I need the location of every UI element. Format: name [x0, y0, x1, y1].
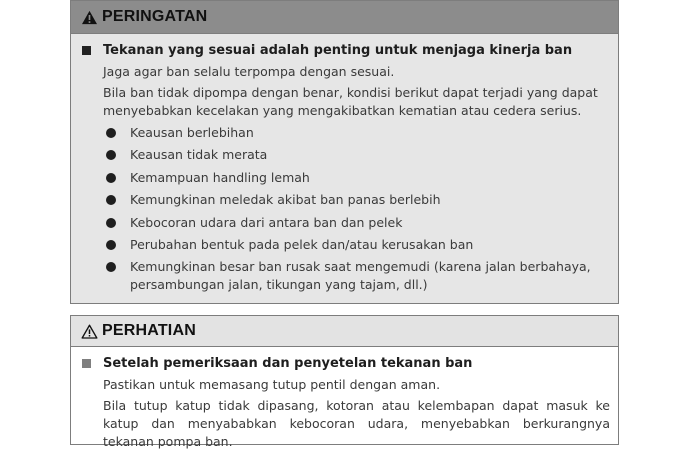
bullet-icon — [106, 150, 116, 160]
warning-header — [71, 1, 618, 34]
warning-title: PERINGATAN — [102, 8, 208, 25]
list-item: Keausan tidak merata — [103, 146, 610, 164]
list-item: Kemungkinan besar ban rusak saat mengemudi (karena jalan berbahaya, persambungan jalan, tikungan yang tajam, dll.) — [103, 258, 610, 294]
bullet-icon — [106, 128, 116, 138]
warning-intro: Jaga agar ban selalu terpompa dengan sesuai. — [103, 64, 395, 79]
warning-body — [71, 34, 618, 294]
bullet-icon — [106, 173, 116, 183]
warning-detail: Bila ban tidak dipompa dengan benar, kondisi berikut dapat terjadi yang dapat menyebabkan kecelakan yang mengakibatkan kematian atau cedera serius. — [103, 85, 598, 118]
caution-section-heading — [81, 355, 610, 373]
warning-triangle-icon — [81, 10, 98, 25]
bullet-icon — [106, 262, 116, 272]
warning-section-heading — [81, 42, 610, 60]
warning-heading-text: Tekanan yang sesuai adalah penting untuk menjaga kinerja ban — [103, 43, 573, 58]
caution-body — [71, 347, 618, 451]
list-item: Kebocoran udara dari antara ban dan pelek — [103, 214, 610, 232]
caution-header — [71, 316, 618, 347]
bullet-icon — [106, 240, 116, 250]
bullet-icon — [106, 218, 116, 228]
list-item: Perubahan bentuk pada pelek dan/atau kerusakan ban — [103, 236, 610, 254]
caution-box — [70, 315, 619, 449]
list-item: Kemampuan handling lemah — [103, 169, 610, 187]
warning-box — [70, 0, 619, 304]
caution-detail: Bila tutup katup tidak dipasang, kotoran atau kelembapan dapat masuk ke katup dan menyababkan kebocoran udara, menyebabkan berkurangnya tekanan pompa ban. — [103, 398, 610, 449]
section-square-icon — [82, 46, 91, 55]
caution-title: PERHATIAN — [102, 322, 196, 339]
warning-bullet-list — [103, 124, 610, 294]
bullet-icon — [106, 195, 116, 205]
caution-heading-text: Setelah pemeriksaan dan penyetelan tekanan ban — [103, 356, 473, 371]
caution-intro: Pastikan untuk memasang tutup pentil dengan aman. — [103, 377, 441, 392]
list-item: Keausan berlebihan — [103, 124, 610, 142]
list-item: Kemungkinan meledak akibat ban panas berlebih — [103, 191, 610, 209]
section-square-icon — [82, 359, 91, 368]
caution-triangle-icon — [81, 324, 98, 339]
